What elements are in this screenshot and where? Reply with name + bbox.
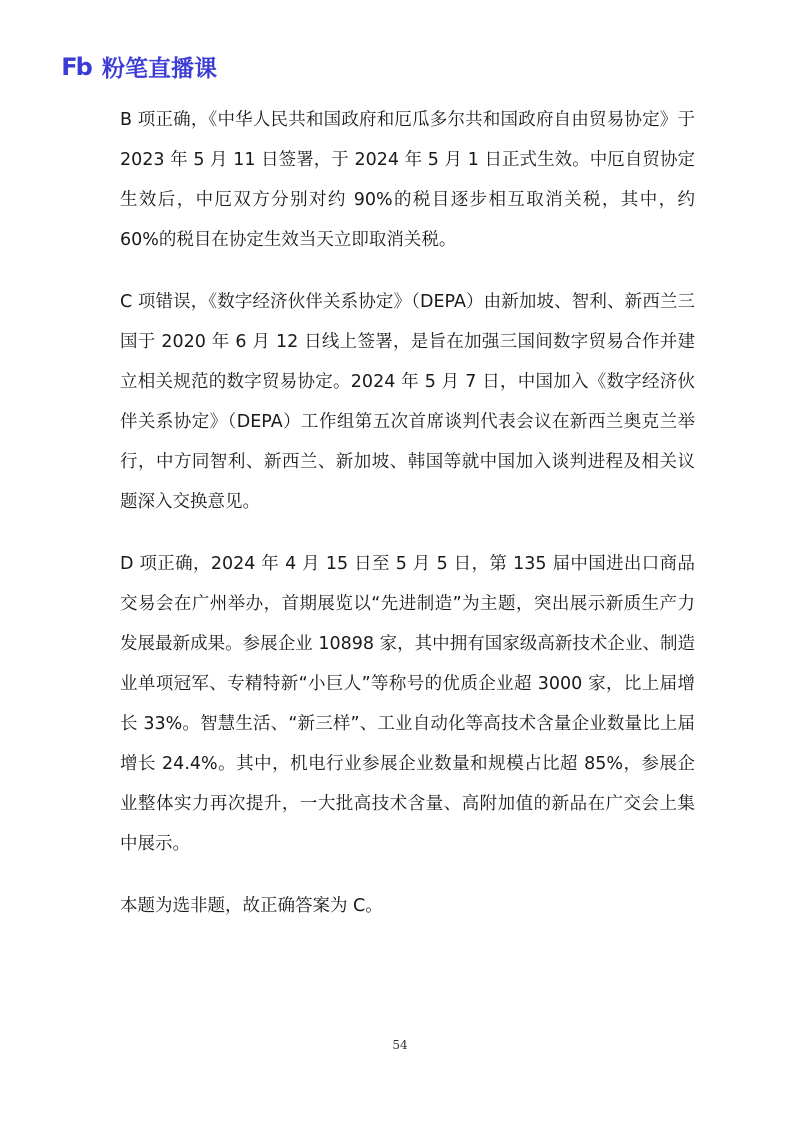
fb-logo-icon: Fb	[61, 52, 91, 81]
brand-logo	[56, 50, 217, 83]
paragraph-conclusion: 本题为选非题，故正确答案为 C。	[120, 896, 383, 916]
page-number: 54	[392, 1038, 408, 1052]
paragraph-option-d: D 项正确，2024 年 4 月 15 日至 5 月 5 日，第 135 届中国进出口商品交易会在广州举办，首期展览以“先进制造”为主题，突出展示新质生产力发展最新成果。参展企业 10898 家，其中拥有国家级高新技术企业、制造业单项冠军、专精特新“小巨人”等称号的优质企业超 3000 家，比上届增长 33%。智慧生活、“新三样”、工业自动化等高技术含量企业数量比上届增长 24.4%。其中，机电行业参展企业数量和规模占比超 85%，参展企业整体实力再次提升，一大批高技术含量、高附加值的新品在广交会上集中展示。	[120, 554, 695, 854]
answer-explanation	[120, 100, 695, 948]
paragraph-option-b: B 项正确，《中华人民共和国政府和厄瓜多尔共和国政府自由贸易协定》于 2023 年 5 月 11 日签署，于 2024 年 5 月 1 日正式生效。中厄自贸协定生效后，中厄双方分别对约 90%的税目逐步相互取消关税，其中，约 60%的税目在协定生效当天立即取消关税。	[120, 110, 695, 250]
paragraph-option-c: C 项错误，《数字经济伙伴关系协定》（DEPA）由新加坡、智利、新西兰三国于 2020 年 6 月 12 日线上签署，是旨在加强三国间数字贸易合作并建立相关规范的数字贸易协定。2024 年 5 月 7 日，中国加入《数字经济伙伴关系协定》（DEPA）工作组第五次首席谈判代表会议在新西兰奥克兰举行，中方同智利、新西兰、新加坡、韩国等就中国加入谈判进程及相关议题深入交换意见。	[120, 292, 695, 512]
brand-name: 粉笔直播课	[102, 56, 217, 82]
